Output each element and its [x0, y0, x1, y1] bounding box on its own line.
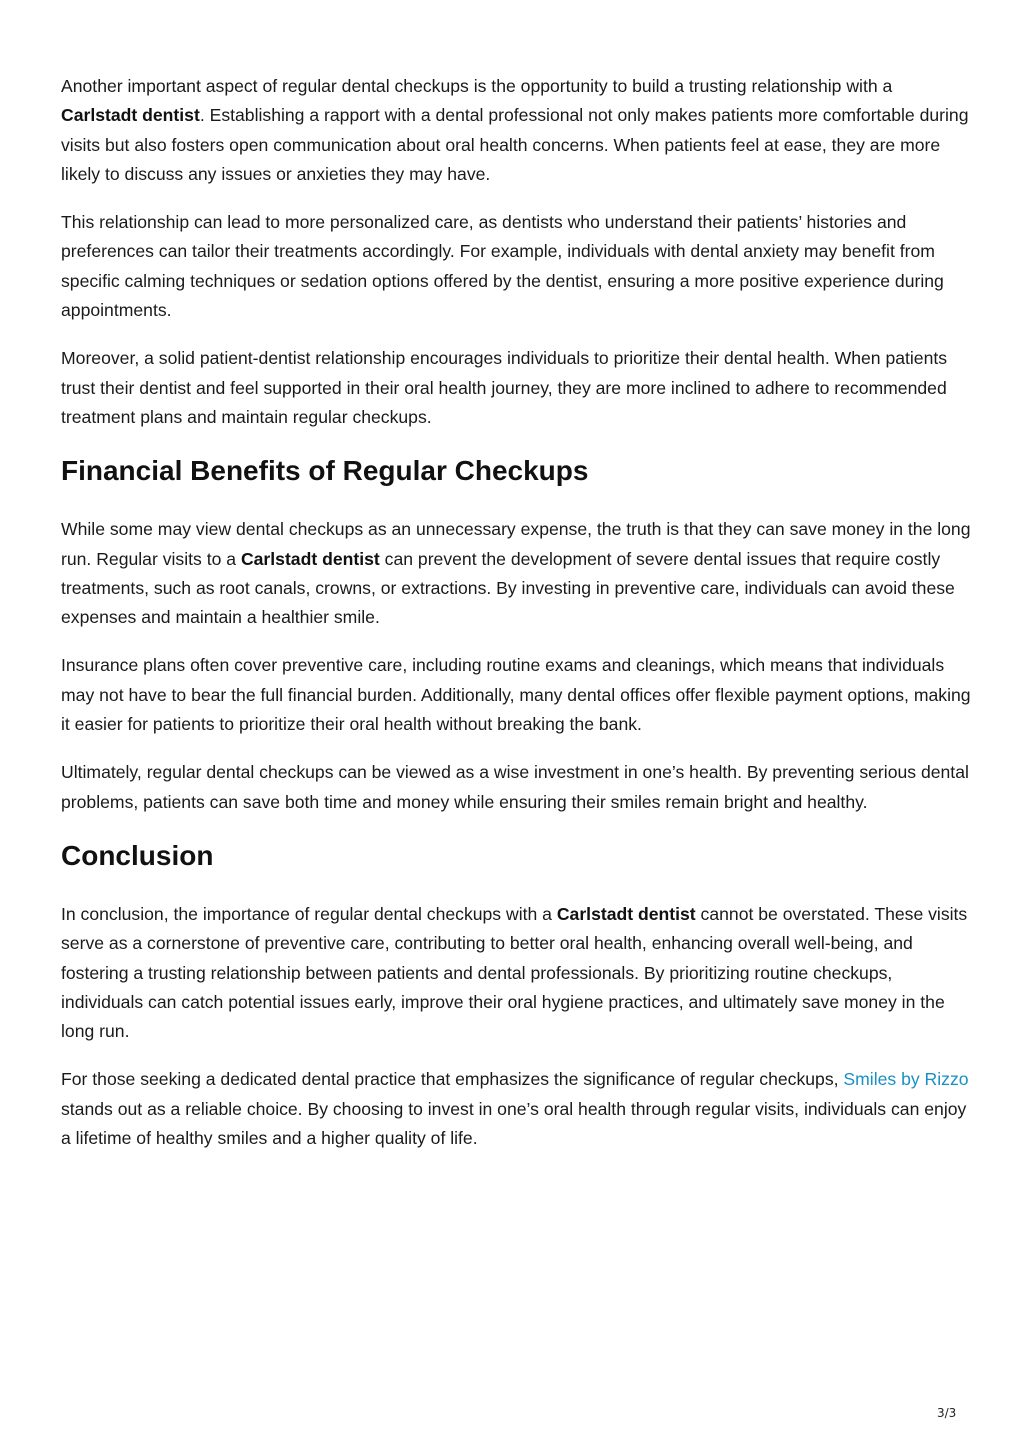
keyword-carlstadt-dentist: Carlstadt dentist	[61, 105, 200, 126]
heading-conclusion: Conclusion	[61, 839, 214, 871]
paragraph-text: cannot be overstated. These visits serve as a cornerstone of preventive care, contributing to better oral health, enhancing overall well-being, and fostering a trusting relationship between patients and dental professionals. By prioritizing routine checkups, individuals can catch potential issues early, improve their oral hygiene practices, and ultimately save money in the long run.	[61, 903, 968, 1042]
paragraph-text: For those seeking a dedicated dental practice that emphasizes the significance of regular checkups,	[61, 1069, 844, 1090]
paragraph-save-money	[61, 515, 971, 632]
paragraph-text: stands out as a reliable choice. By choosing to invest in one’s oral health through regular visits, individuals can enjoy a lifetime of healthy smiles and a higher quality of life.	[61, 1098, 967, 1149]
paragraph-personalized-care: This relationship can lead to more personalized care, as dentists who understand their patients’ histories and preferences can tailor their treatments accordingly. For example, individuals with dental anxiety may benefit from specific calming techniques or sedation options offered by the dentist, ensuring a more positive experience during appointments.	[61, 212, 944, 321]
paragraph-text: . Establishing a rapport with a dental professional not only makes patients more comfortable during visits but also fosters open communication about oral health concerns. When patients feel at ease, they are more likely to discuss any issues or anxieties they may have.	[61, 105, 969, 184]
paragraph-recommendation	[61, 1065, 971, 1153]
paragraph-prioritize-health: Moreover, a solid patient-dentist relationship encourages individuals to prioritize their dental health. When patients trust their dentist and feel supported in their oral health journey, they are more inclined to adhere to recommended treatment plans and maintain regular checkups.	[61, 348, 948, 427]
document-body	[61, 72, 971, 1172]
keyword-carlstadt-dentist: Carlstadt dentist	[556, 903, 696, 924]
paragraph-text: In conclusion, the importance of regular dental checkups with a	[61, 903, 557, 924]
paragraph-insurance: Insurance plans often cover preventive care, including routine exams and cleanings, which means that individuals may not have to bear the full financial burden. Additionally, many dental offices offer flexible payment options, making it easier for patients to prioritize their oral health without breaking the bank.	[61, 655, 971, 735]
paragraph-conclusion	[61, 900, 971, 1046]
heading-financial-benefits: Financial Benefits of Regular Checkups	[61, 455, 589, 487]
paragraph-investment: Ultimately, regular dental checkups can be viewed as a wise investment in one’s health. By preventing serious dental problems, patients can save both time and money while ensuring their smiles remain bright and healthy.	[61, 762, 969, 812]
paragraph-text: Another important aspect of regular dental checkups is the opportunity to build a trusting relationship with a	[61, 76, 893, 96]
paragraph-text: can prevent the development of severe dental issues that require costly treatments, such as root canals, crowns, or extractions. By investing in preventive care, individuals can avoid these expenses and maintain a healthier smile.	[61, 548, 955, 628]
paragraph-text: While some may view dental checkups as an unnecessary expense, the truth is that they can save money in the long run. Regular visits to a	[61, 519, 971, 569]
smiles-by-rizzo-link[interactable]: Smiles by Rizzo	[843, 1069, 969, 1090]
keyword-carlstadt-dentist: Carlstadt dentist	[240, 548, 380, 569]
paragraph-relationship	[61, 72, 971, 189]
page-number: 3/3	[937, 1406, 957, 1420]
